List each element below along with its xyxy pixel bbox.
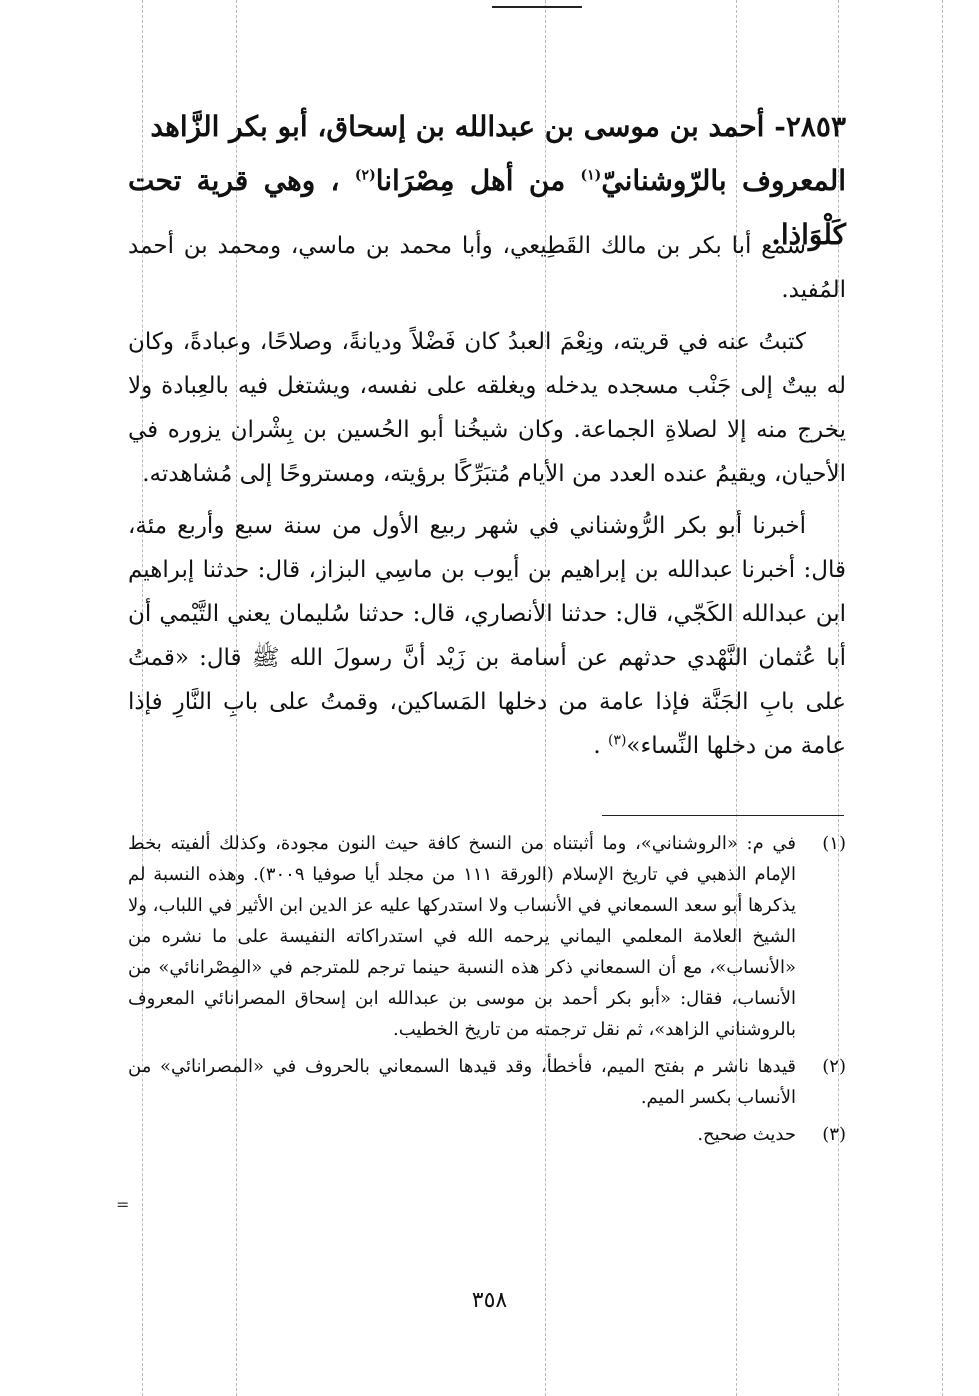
footnote-ref-3[interactable]: (٣) xyxy=(607,732,627,749)
footnote-3 xyxy=(128,1119,846,1150)
entry-title-line1: ٢٨٥٣- أحمد بن موسى بن عبدالله بن إسحاق، أبو بكر الزَّاهد xyxy=(150,110,846,143)
title-part: المعروف بالرّوشنانيّ xyxy=(601,164,847,197)
footnote-number: (١) xyxy=(822,833,846,854)
footnote-2 xyxy=(128,1051,846,1113)
footnote-text: قيدها ناشر م بفتح الميم، فأخطأ، وقد قيدها السمعاني بالحروف في «المصرانائي» من الأنساب بكسر الميم. xyxy=(128,1056,796,1108)
body-text xyxy=(128,224,846,776)
footnote-number: (٣) xyxy=(822,1124,846,1145)
continuation-mark: = xyxy=(116,1195,130,1214)
title-part: ، وهي قرية تحت كَلْوَاذا. xyxy=(128,164,846,251)
footnote-ref-1[interactable]: (١) xyxy=(580,167,602,184)
paragraph-3-end: . xyxy=(593,733,608,759)
paragraph-3-text: أخبرنا أبو بكر الرُّوشناني في شهر ربيع الأول من سنة سبع وأربع مئة، قال: أخبرنا عبدالله بن إبراهيم بن أيوب بن ماسِي البزاز، قال: حدثنا إبراهيم ابن عبدالله الكَجّي، قال: حدثنا الأنصاري، قال: حدثنا سُليمان يعني التَّيْمي أن أبا عُثمان النَّهْدي حدثهم عن أسامة بن زَيْد أنَّ رسولَ الله ﷺ قال: «قمتُ على بابِ الجَنَّة فإذا عامة من دخلها المَساكين، وقمتُ على بابِ النَّارِ فإذا عامة من دخلها النِّساء» xyxy=(128,513,846,759)
top-rule xyxy=(492,6,582,8)
paragraph-3 xyxy=(128,504,846,768)
footnote-text: في م: «الروشناني»، وما أثبتناه من النسخ كافة حيث النون مجودة، وكذلك ألفيته بخط الإمام الذهبي في تاريخ الإسلام (الورقة ١١١ من مجلد أيا صوفيا ٣٠٠٩). وهذه النسبة لم يذكرها أبو سعد السمعاني في الأنساب ولا استدركها عليه عز الدين ابن الأثير في اللباب، ولا الشيخ العلامة المعلمي اليماني يرحمه الله في استدراكاته النفيسة على ما نشره من «الأنساب»، مع أن السمعاني ذكر هذه النسبة حينما ترجم للمترجم في «المِصْرانائي» من الأنساب، فقال: «أبو بكر أحمد بن موسى بن عبدالله ابن إسحاق المصرانائي المعروف بالروشناني الزاهد»، ثم نقل ترجمته من تاريخ الخطيب. xyxy=(128,833,797,1040)
scan-guide-line xyxy=(942,0,943,1396)
footnote-separator xyxy=(602,815,844,816)
paragraph-2: كتبتُ عنه في قريته، ونِعْمَ العبدُ كان فَضْلاً وديانةً، وصلاحًا، وعبادةً، وكان له بيتٌ إلى جَنْب مسجده يدخله ويغلقه على نفسه، ويشتغل فيه بالعِبادة ولا يخرج منه إلا لصلاةِ الجماعة. وكان شيخُنا أبو الحُسين بن بِشْران يزوره في الأحيان، ويقيمُ عنده العدد من الأيام مُتبَرِّكًا برؤيته، ومستروحًا إلى مُشاهدته. xyxy=(128,329,846,487)
footnotes xyxy=(128,828,846,1156)
title-part: من أهل مِصْرَانا xyxy=(375,164,581,197)
paragraph-1: سمع أبا بكر بن مالك القَطِيعي، وأبا محمد بن ماسي، ومحمد بن أحمد المُفيد. xyxy=(128,233,846,303)
footnote-text: حديث صحيح. xyxy=(697,1124,796,1145)
footnote-number: (٢) xyxy=(822,1056,846,1077)
page-number: ٣٥٨ xyxy=(471,1288,508,1313)
footnote-ref-2[interactable]: (٢) xyxy=(354,167,376,184)
footnote-1 xyxy=(128,828,846,1045)
